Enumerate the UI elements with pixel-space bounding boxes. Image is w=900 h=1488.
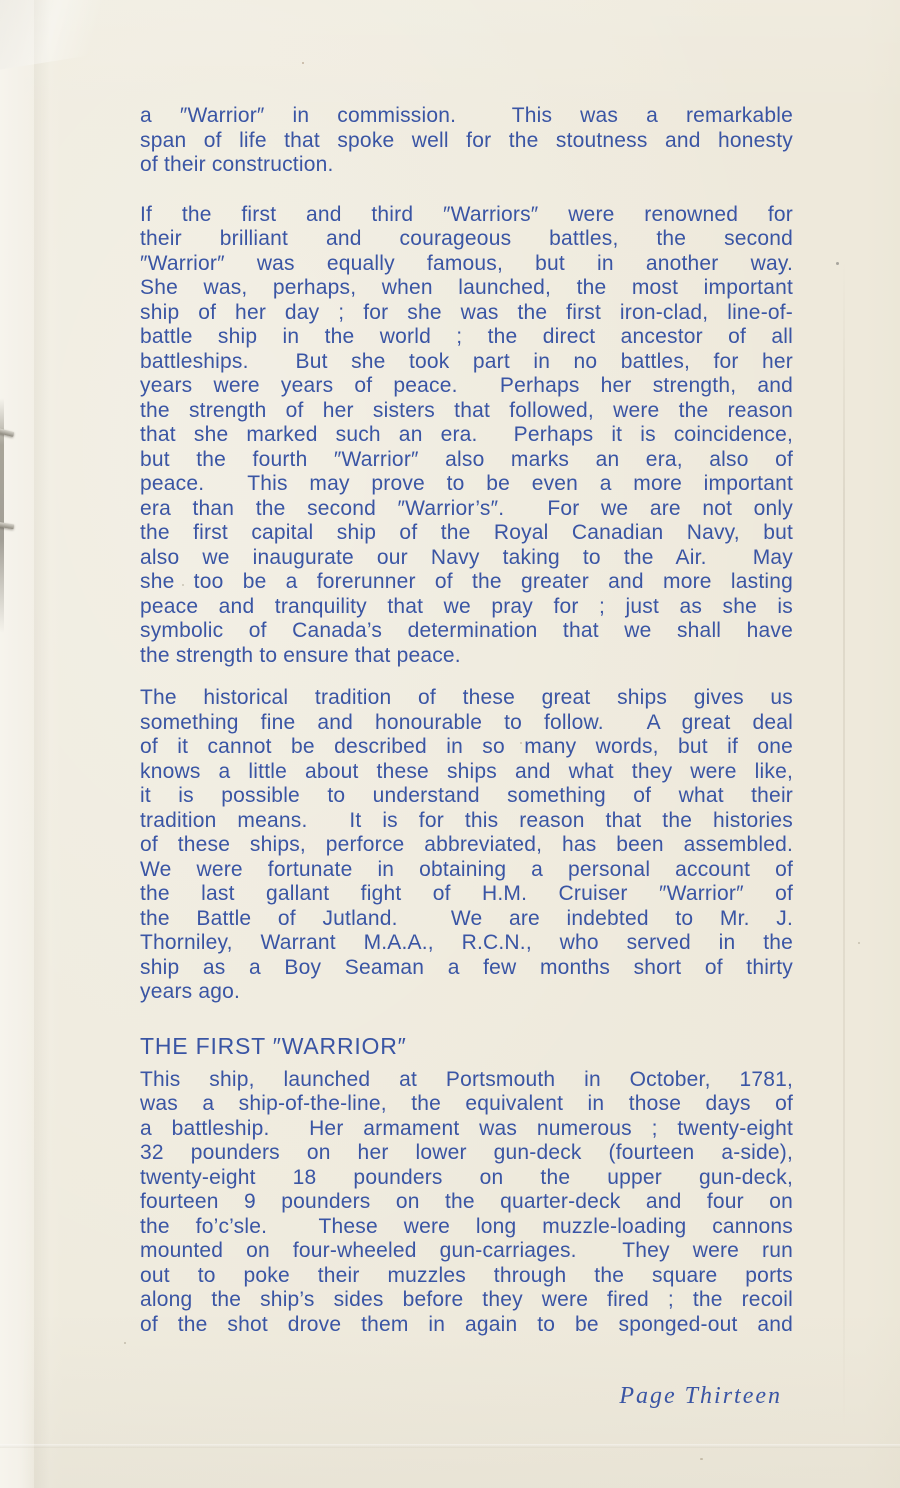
- paragraph: If the first and third ″Warriors″ were renowned for their brilliant and courageous battles, the second ″Warrior″ was equally famous, but in another way. She was, perhaps, when launched, the most important ship of her day ; for she was the first iron-clad, line-of- battle ship in the world ; the direct ancestor of all battleships. But she took part in no battles, for her years were years of peace. Perhaps her strength, and the strength of her sisters that followed, were the reason that she marked such an era. Perhaps it is coincidence, but the fourth ″Warrior″ also marks an era, also of peace. This may prove to be even a more important era than the second ″Warrior’s″. For we are not only the first capital ship of the Royal Canadian Navy, but also we inaugurate our Navy taking to the Air. May she too be a forerunner of the greater and more lasting peace and tranquility that we pray for ; just as she is symbolic of Canada’s determination that we shall have the strength to ensure that peace.: [140, 202, 793, 667]
- page-content: [140, 104, 793, 1337]
- paper-speck: [302, 62, 304, 64]
- paper-speck: [836, 262, 839, 265]
- page-number: Page Thirteen: [619, 1383, 782, 1409]
- crease-line: [0, 1444, 900, 1448]
- section-heading: THE FIRST ″WARRIOR″: [140, 1032, 407, 1059]
- paragraph: This ship, launched at Portsmouth in October, 1781, was a ship-of-the-line, the equivalent in those days of a battleship. Her armament was numerous ; twenty-eight 32 pounders on her lower gun-deck (fourteen a-side), twenty-eight 18 pounders on the upper gun-deck, fourteen 9 pounders on the quarter-deck and four on the fo’c’sle. These were long muzzle-loading cannons mounted on four-wheeled gun-carriages. They were run out to poke their muzzles through the square ports along the ship’s sides before they were fired ; the recoil of the shot drove them in again to be sponged-out and: [140, 1067, 793, 1336]
- spine-shadow: [34, 0, 50, 1488]
- paper-speck: [700, 1458, 703, 1460]
- crease-line: [0, 0, 196, 76]
- page-fold-highlight: [0, 0, 36, 1488]
- crease-line: [843, 260, 845, 1430]
- paper-speck: [858, 942, 860, 944]
- paragraph: The historical tradition of these great ships gives us something fine and honourable to follow. A great deal of it cannot be described in so many words, but if one knows a little about these ships and what they were like, it is possible to understand something of what their tradition means. It is for this reason that the histories of these ships, perforce abbreviated, has been assembled. We were fortunate in obtaining a personal account of the last gallant fight of H.M. Cruiser ″Warrior″ of the Battle of Jutland. We are indebted to Mr. J. Thorniley, Warrant M.A.A., R.C.N., who served in the ship as a Boy Seaman a few months short of thirty years ago.: [140, 686, 793, 1003]
- paper-speck: [124, 1342, 126, 1344]
- paragraph: a ″Warrior″ in commission. This was a remarkable span of life that spoke well for the stoutness and honesty of their construction.: [140, 104, 793, 176]
